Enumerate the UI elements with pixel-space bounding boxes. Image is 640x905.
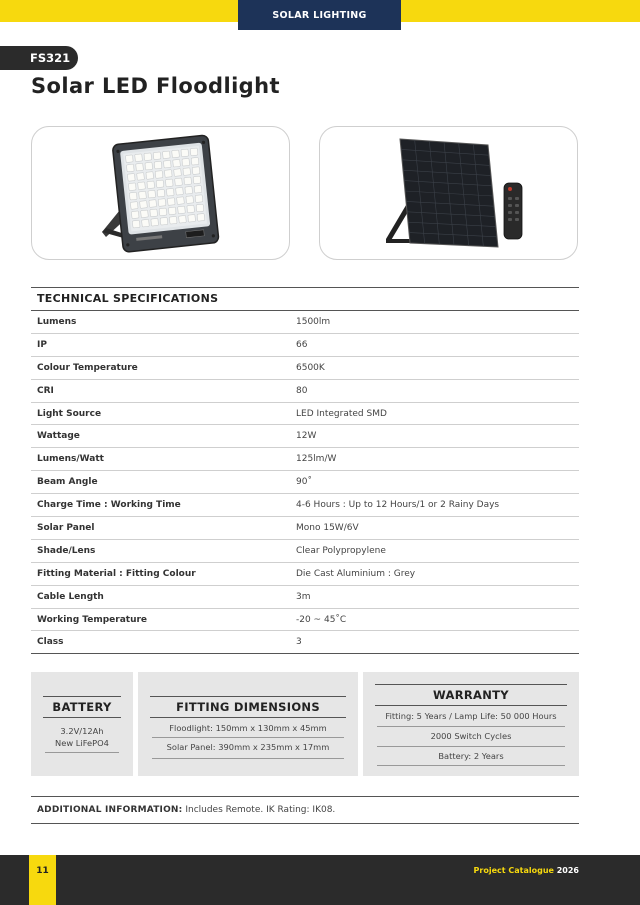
spec-value: LED Integrated SMD bbox=[296, 408, 387, 419]
additional-information-label: ADDITIONAL INFORMATION: bbox=[37, 805, 183, 815]
spec-value: -20 ~ 45˚C bbox=[296, 614, 347, 625]
spec-value: Clear Polypropylene bbox=[296, 545, 386, 556]
spec-value: 12W bbox=[296, 431, 317, 442]
spec-row bbox=[31, 357, 579, 380]
spec-label: Fitting Material : Fitting Colour bbox=[37, 568, 196, 579]
fitting-dimensions-box bbox=[138, 672, 358, 776]
spec-row bbox=[31, 380, 579, 403]
spec-value: Die Cast Aluminium : Grey bbox=[296, 568, 416, 579]
spec-label: Colour Temperature bbox=[37, 362, 138, 373]
spec-row bbox=[31, 609, 579, 632]
spec-row bbox=[31, 494, 579, 517]
footer-bar bbox=[0, 855, 640, 905]
divider bbox=[377, 726, 565, 727]
solar-panel-dimensions: Solar Panel: 390mm x 235mm x 17mm bbox=[166, 742, 330, 752]
spec-label: Wattage bbox=[37, 431, 80, 442]
spec-row bbox=[31, 311, 579, 334]
warranty-box bbox=[363, 672, 579, 776]
spec-row bbox=[31, 631, 579, 654]
spec-row bbox=[31, 540, 579, 563]
fitting-dimensions-heading: FITTING DIMENSIONS bbox=[150, 696, 346, 718]
warranty-battery-line: Battery: 2 Years bbox=[438, 751, 504, 761]
spec-row bbox=[31, 334, 579, 357]
spec-row bbox=[31, 586, 579, 609]
battery-type-line: New LiFePO4 bbox=[55, 738, 109, 748]
spec-value: 80 bbox=[296, 385, 308, 396]
spec-label: Solar Panel bbox=[37, 523, 95, 534]
spec-value: 90˚ bbox=[296, 477, 312, 488]
spec-row bbox=[31, 471, 579, 494]
additional-information bbox=[31, 796, 579, 824]
spec-row bbox=[31, 448, 579, 471]
spec-value: 125lm/W bbox=[296, 454, 337, 465]
warranty-fitting-line: Fitting: 5 Years / Lamp Life: 50 000 Hours bbox=[385, 711, 557, 721]
section-tab: SOLAR LIGHTING bbox=[238, 0, 401, 30]
spec-value: 1500lm bbox=[296, 317, 331, 327]
spec-value: 3m bbox=[296, 591, 311, 602]
spec-label: Lumens bbox=[37, 317, 77, 327]
specs-table bbox=[31, 311, 579, 654]
spec-row bbox=[31, 425, 579, 448]
battery-heading: BATTERY bbox=[43, 696, 121, 718]
spec-label: Cable Length bbox=[37, 591, 104, 602]
page-title: Solar LED Floodlight bbox=[31, 74, 280, 98]
spec-value: Mono 15W/6V bbox=[296, 523, 359, 534]
warranty-switch-line: 2000 Switch Cycles bbox=[430, 731, 512, 741]
catalogue-name: Project Catalogue bbox=[473, 866, 557, 875]
specs-heading-bar bbox=[31, 287, 579, 311]
page-number: 11 bbox=[29, 855, 56, 905]
spec-label: CRI bbox=[37, 385, 54, 396]
spec-row bbox=[31, 403, 579, 426]
spec-label: Shade/Lens bbox=[37, 545, 96, 556]
divider bbox=[152, 758, 344, 759]
product-code-badge: FS321 bbox=[0, 46, 78, 70]
spec-label: Light Source bbox=[37, 408, 102, 419]
battery-box bbox=[31, 672, 133, 776]
spec-label: Charge Time : Working Time bbox=[37, 500, 181, 511]
divider bbox=[377, 746, 565, 747]
footer-catalogue-label bbox=[474, 866, 579, 875]
floodlight-dimensions: Floodlight: 150mm x 130mm x 45mm bbox=[169, 723, 327, 733]
floodlight-image bbox=[32, 127, 291, 261]
divider bbox=[152, 737, 344, 738]
solar-panel-image bbox=[320, 127, 579, 261]
spec-label: Lumens/Watt bbox=[37, 454, 104, 465]
spec-row bbox=[31, 517, 579, 540]
spec-value: 4-6 Hours : Up to 12 Hours/1 or 2 Rainy Days bbox=[296, 500, 500, 511]
floodlight-image-card bbox=[31, 126, 290, 260]
spec-value: 6500K bbox=[296, 362, 325, 373]
spec-label: IP bbox=[37, 339, 47, 350]
warranty-heading: WARRANTY bbox=[375, 684, 567, 706]
additional-information-text: Includes Remote. IK Rating: IK08. bbox=[182, 805, 336, 815]
catalogue-year: 2026 bbox=[556, 866, 579, 875]
divider bbox=[45, 752, 119, 753]
spec-value: 3 bbox=[296, 637, 302, 648]
spec-label: Class bbox=[37, 637, 64, 648]
spec-label: Beam Angle bbox=[37, 477, 98, 488]
spec-label: Working Temperature bbox=[37, 614, 148, 625]
specs-heading: TECHNICAL SPECIFICATIONS bbox=[37, 292, 219, 305]
spec-row bbox=[31, 563, 579, 586]
solar-panel-image-card bbox=[319, 126, 578, 260]
divider bbox=[377, 765, 565, 766]
spec-value: 66 bbox=[296, 339, 308, 350]
battery-spec-line: 3.2V/12Ah bbox=[60, 726, 104, 736]
